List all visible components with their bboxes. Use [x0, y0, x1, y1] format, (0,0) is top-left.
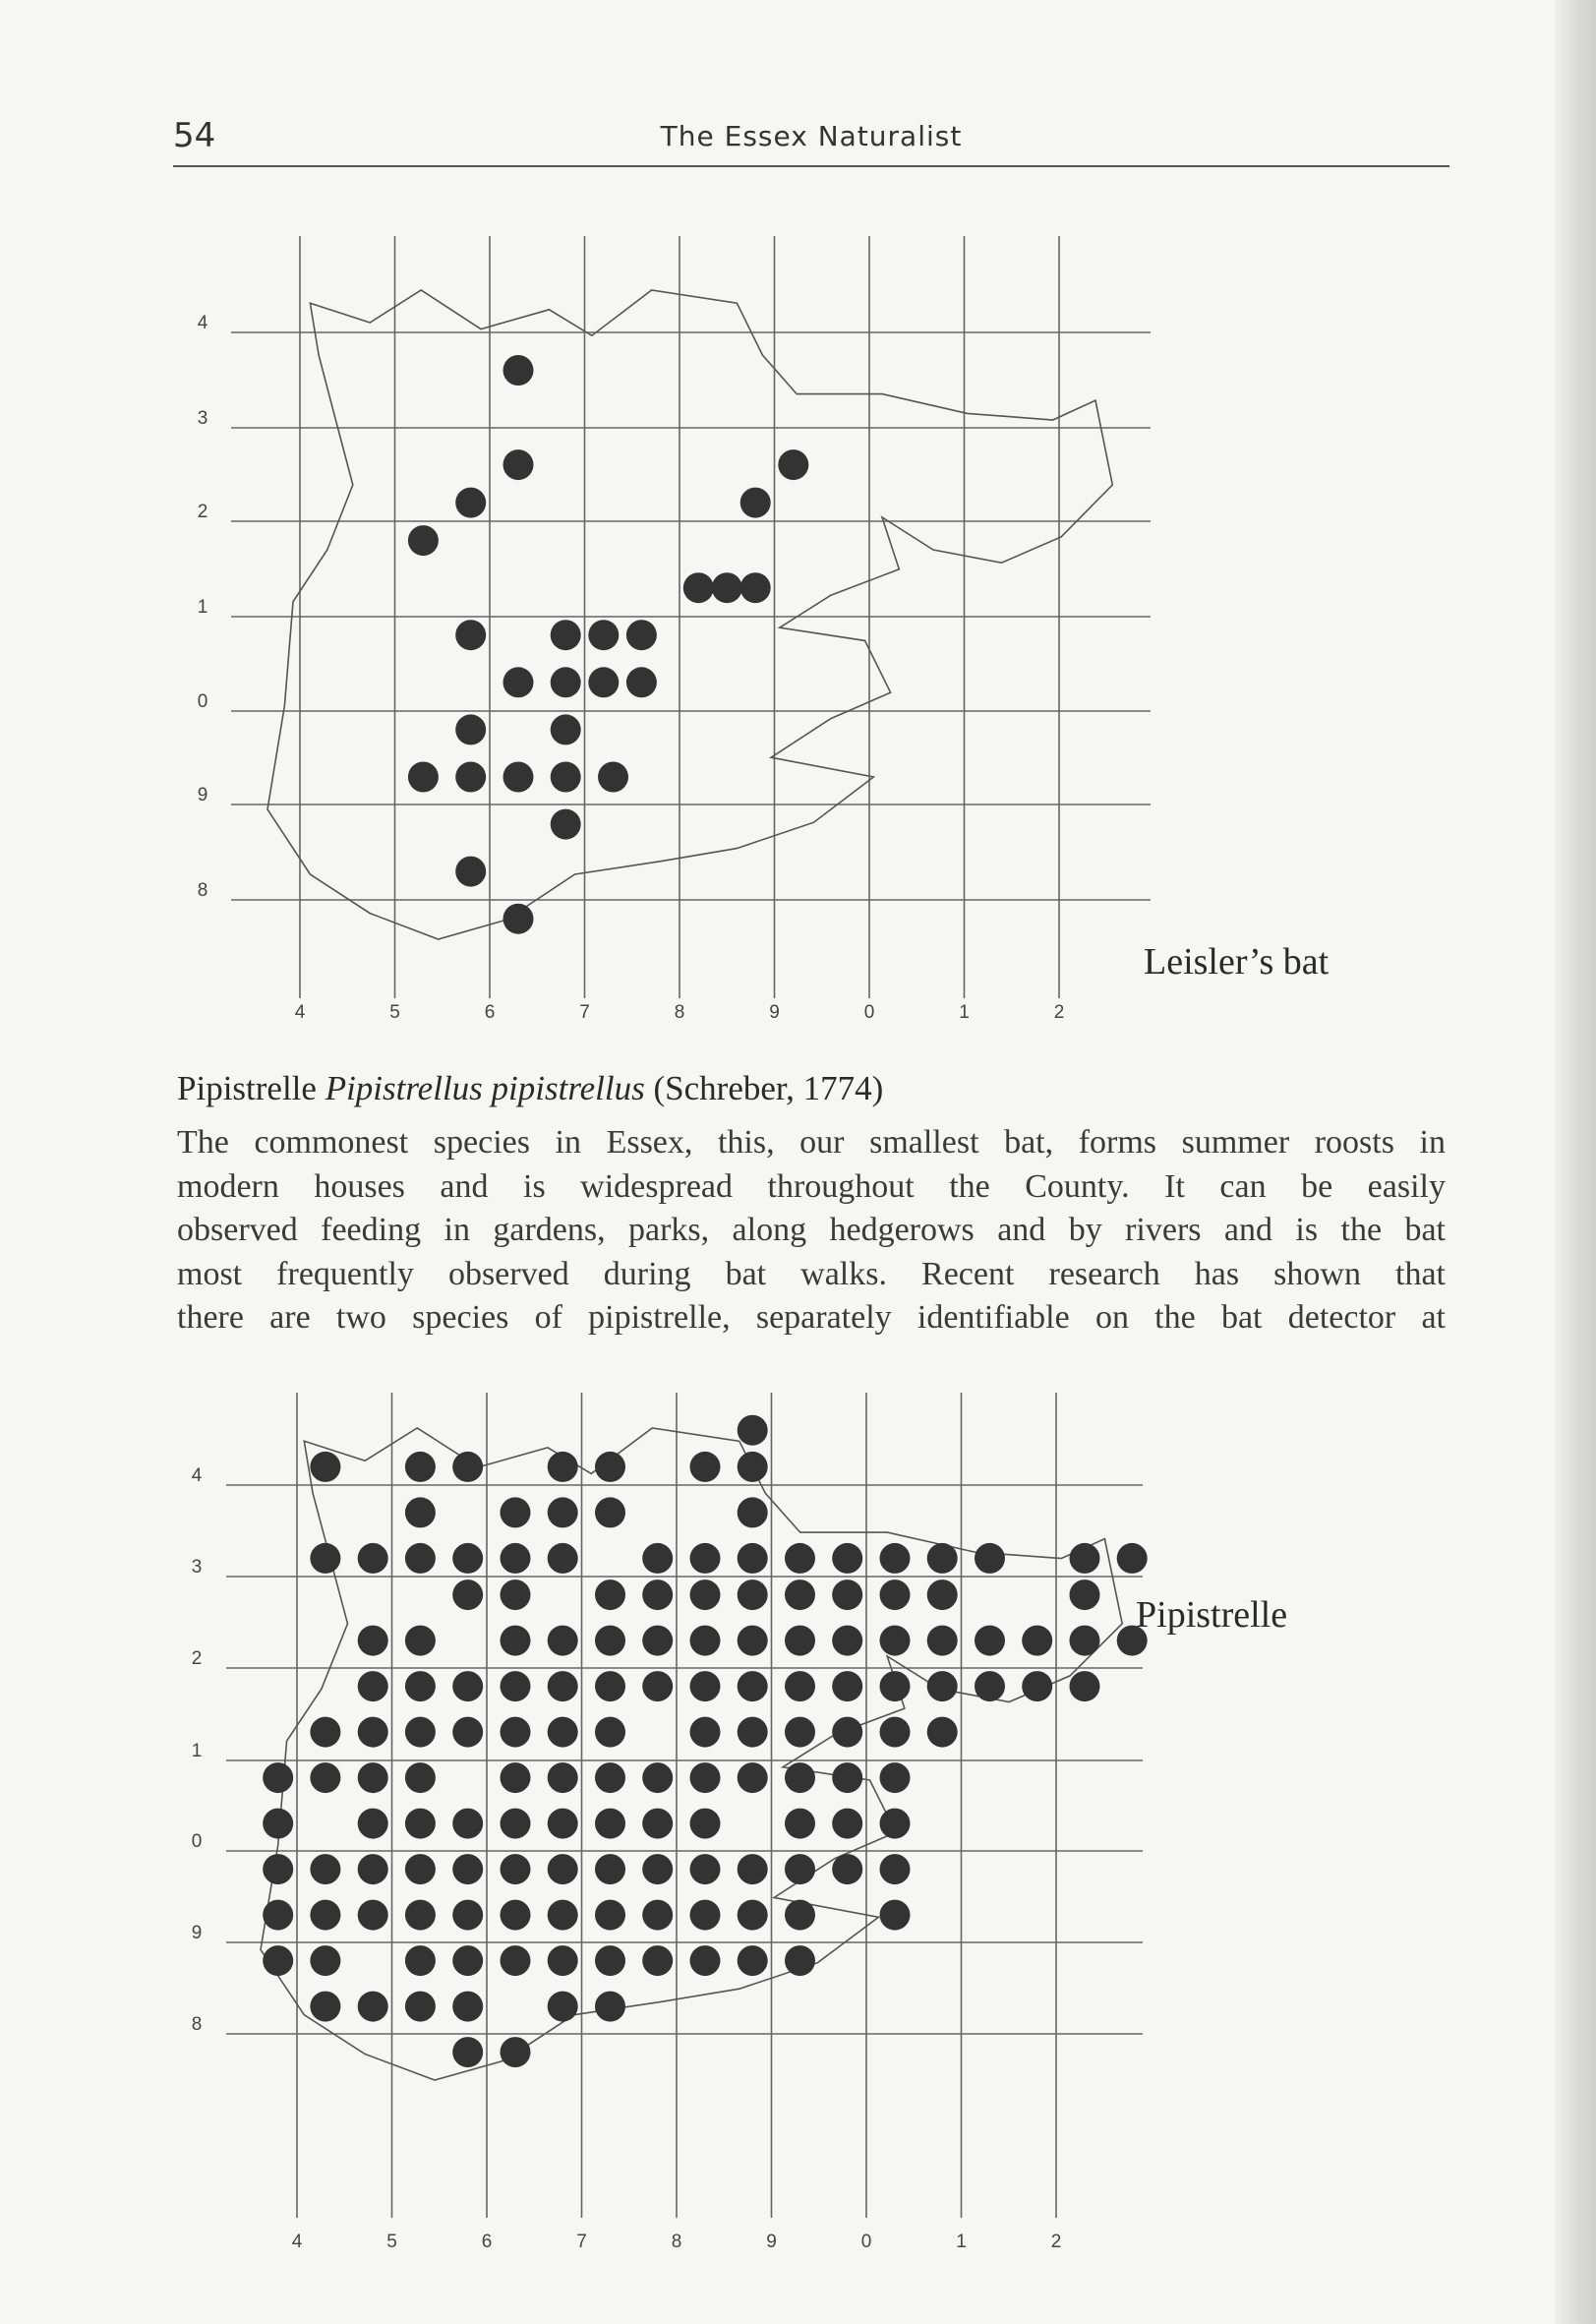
record-dot [263, 1900, 293, 1931]
x-axis-tick-label: 5 [386, 2232, 397, 2252]
record-dot [880, 1579, 911, 1610]
record-dot [408, 762, 439, 793]
record-dot [832, 1626, 862, 1656]
record-dot [1022, 1626, 1052, 1656]
record-dot [358, 1626, 388, 1656]
record-dot [548, 1992, 578, 2022]
record-dot [785, 1543, 815, 1574]
record-dot [738, 1900, 768, 1931]
record-dot [551, 714, 581, 745]
record-dot [598, 762, 628, 793]
species-authority: (Schreber, 1774) [653, 1069, 884, 1107]
county-outline [261, 1428, 1122, 2080]
x-axis-tick-label: 0 [863, 1002, 875, 1023]
y-axis-tick-label: 1 [191, 1741, 203, 1761]
record-dot [310, 1717, 340, 1748]
record-dot [738, 1626, 768, 1656]
record-dot [358, 1671, 388, 1701]
record-dot [548, 1809, 578, 1839]
distribution-map-leislers-bat [0, 0, 1596, 1043]
record-dot [405, 1543, 436, 1574]
record-dot [927, 1626, 958, 1656]
record-dot [501, 1854, 531, 1884]
record-dot [738, 1854, 768, 1884]
record-dot [880, 1543, 911, 1574]
record-dot [595, 1945, 625, 1976]
record-dot [358, 1900, 388, 1931]
record-dot [738, 1717, 768, 1748]
record-dot [690, 1717, 721, 1748]
record-dot [1022, 1671, 1052, 1701]
record-dot [501, 2037, 531, 2067]
body-paragraph [177, 1121, 1446, 1341]
record-dot [595, 1809, 625, 1839]
record-dot [548, 1671, 578, 1701]
page-number: 54 [173, 116, 216, 155]
record-dot [880, 1671, 911, 1701]
map-grid [226, 1393, 1143, 2218]
record-dot [785, 1626, 815, 1656]
record-dot [785, 1900, 815, 1931]
record-dot [626, 667, 657, 697]
record-dot [785, 1717, 815, 1748]
record-dot [785, 1579, 815, 1610]
x-axis-tick-label: 1 [956, 2232, 967, 2252]
record-dot [358, 1717, 388, 1748]
record-dot [358, 1992, 388, 2022]
y-axis-tick-label: 8 [191, 2014, 203, 2035]
record-dot [690, 1626, 721, 1656]
record-dot [405, 1762, 436, 1793]
record-dot [548, 1854, 578, 1884]
record-dot [642, 1945, 673, 1976]
record-dot [548, 1452, 578, 1482]
y-axis-tick-label: 9 [191, 1923, 203, 1943]
y-axis-tick-label: 4 [191, 1465, 203, 1486]
record-dot [408, 525, 439, 556]
record-dot [358, 1762, 388, 1793]
record-dot [595, 1717, 625, 1748]
y-axis-tick-label: 0 [197, 691, 208, 712]
record-dot [452, 1900, 483, 1931]
record-dot [832, 1854, 862, 1884]
record-dot [551, 762, 581, 793]
record-dot [785, 1809, 815, 1839]
record-dot [880, 1809, 911, 1839]
x-axis-tick-label: 9 [769, 1002, 780, 1023]
record-dot [501, 1497, 531, 1527]
record-dot [832, 1717, 862, 1748]
record-dot [405, 1452, 436, 1482]
record-dot [358, 1854, 388, 1884]
body-line: observed feeding in gardens, parks, along hedgerows and by rivers and is the bat [177, 1212, 1446, 1248]
y-axis-tick-label: 2 [197, 502, 208, 522]
record-dot [785, 1762, 815, 1793]
species-scientific-name: Pipistrellus pipistrellus [325, 1069, 645, 1107]
record-dot [501, 1543, 531, 1574]
record-dot [405, 1809, 436, 1839]
record-dot [503, 355, 534, 386]
record-dot [310, 1992, 340, 2022]
x-axis-tick-label: 8 [674, 1002, 685, 1023]
record-dot [880, 1762, 911, 1793]
y-axis-tick-label: 8 [197, 880, 208, 901]
record-dot [455, 762, 486, 793]
record-dot [595, 1854, 625, 1884]
record-dot [738, 1415, 768, 1446]
record-dot [595, 1497, 625, 1527]
record-dot [740, 572, 771, 603]
record-dot [548, 1900, 578, 1931]
record-dot [690, 1945, 721, 1976]
record-dot [738, 1762, 768, 1793]
record-dot [452, 1452, 483, 1482]
record-dot [690, 1671, 721, 1701]
record-dot [501, 1579, 531, 1610]
x-axis-tick-label: 6 [484, 1002, 496, 1023]
record-dot [310, 1452, 340, 1482]
record-dot [975, 1543, 1005, 1574]
record-dot [503, 904, 534, 934]
record-dot [452, 1854, 483, 1884]
record-dot [503, 449, 534, 480]
x-axis-tick-label: 4 [294, 1002, 306, 1023]
record-dot [452, 1717, 483, 1748]
record-dot [927, 1717, 958, 1748]
species-common-name: Pipistrelle [177, 1069, 317, 1107]
record-dot [626, 620, 657, 650]
record-dot [405, 1900, 436, 1931]
record-dot [310, 1854, 340, 1884]
x-axis-tick-label: 5 [389, 1002, 400, 1023]
record-dot [405, 1717, 436, 1748]
record-dot [642, 1579, 673, 1610]
record-dot [501, 1945, 531, 1976]
record-dot [501, 1900, 531, 1931]
record-dot [642, 1854, 673, 1884]
y-axis-tick-label: 3 [197, 408, 208, 429]
record-dot [832, 1671, 862, 1701]
running-title: The Essex Naturalist [660, 120, 963, 152]
record-dot [595, 1762, 625, 1793]
record-dot [595, 1992, 625, 2022]
record-dot [832, 1543, 862, 1574]
y-axis-tick-label: 1 [197, 597, 208, 618]
record-dot [927, 1543, 958, 1574]
record-dot [690, 1854, 721, 1884]
record-dot [712, 572, 742, 603]
record-dot [832, 1762, 862, 1793]
record-dot [690, 1900, 721, 1931]
record-dot [778, 449, 808, 480]
record-dot [1070, 1671, 1100, 1701]
record-dot [263, 1762, 293, 1793]
record-dot [455, 714, 486, 745]
record-dot [405, 1854, 436, 1884]
record-dot [595, 1579, 625, 1610]
record-dot [642, 1809, 673, 1839]
record-dot [785, 1854, 815, 1884]
record-dot [548, 1543, 578, 1574]
record-dot [683, 572, 714, 603]
record-dot [455, 857, 486, 887]
record-dot [738, 1579, 768, 1610]
record-dot [595, 1626, 625, 1656]
record-dot [310, 1945, 340, 1976]
record-dot [263, 1809, 293, 1839]
x-axis-tick-label: 9 [766, 2232, 777, 2252]
record-dot [738, 1452, 768, 1482]
record-dot [548, 1626, 578, 1656]
record-dot [880, 1900, 911, 1931]
record-dot [405, 1497, 436, 1527]
x-axis-tick-label: 7 [576, 2232, 587, 2252]
record-dot [452, 1945, 483, 1976]
body-line: most frequently observed during bat walks. Recent research has shown that [177, 1255, 1446, 1292]
record-dot [551, 809, 581, 840]
map-caption-leislers-bat: Leisler’s bat [1144, 941, 1330, 983]
record-dot [455, 620, 486, 650]
record-dot [832, 1809, 862, 1839]
record-dot [358, 1543, 388, 1574]
record-dot [452, 1671, 483, 1701]
record-dot [975, 1671, 1005, 1701]
x-axis-tick-label: 6 [481, 2232, 493, 2252]
y-axis-tick-label: 2 [191, 1648, 203, 1669]
record-dot [405, 1626, 436, 1656]
map-grid [231, 236, 1151, 998]
record-dot [503, 667, 534, 697]
x-axis-tick-label: 1 [959, 1002, 970, 1023]
record-dot [452, 1543, 483, 1574]
record-dot [738, 1671, 768, 1701]
record-dot [452, 1809, 483, 1839]
x-axis-tick-label: 2 [1053, 1002, 1065, 1023]
species-heading [177, 1069, 883, 1108]
record-dot [405, 1992, 436, 2022]
record-dot [551, 620, 581, 650]
record-dot [690, 1452, 721, 1482]
x-axis-tick-label: 0 [860, 2232, 872, 2252]
record-dot [690, 1543, 721, 1574]
record-dot [551, 667, 581, 697]
record-dot [595, 1452, 625, 1482]
record-dot [642, 1626, 673, 1656]
record-dot [548, 1945, 578, 1976]
record-dot [503, 762, 534, 793]
record-dot [358, 1809, 388, 1839]
record-dot [738, 1497, 768, 1527]
record-dot [642, 1671, 673, 1701]
y-axis-tick-label: 3 [191, 1557, 203, 1578]
x-axis-tick-label: 7 [579, 1002, 590, 1023]
record-dot [880, 1717, 911, 1748]
record-dot [642, 1900, 673, 1931]
record-dot [832, 1579, 862, 1610]
record-dot [263, 1854, 293, 1884]
record-dot [501, 1762, 531, 1793]
record-dot [405, 1945, 436, 1976]
record-dot [785, 1671, 815, 1701]
record-dot [548, 1497, 578, 1527]
record-dot [588, 667, 619, 697]
record-dot [785, 1945, 815, 1976]
record-dot [927, 1671, 958, 1701]
record-dot [310, 1543, 340, 1574]
record-dot [738, 1543, 768, 1574]
record-dot [595, 1900, 625, 1931]
x-axis-tick-label: 2 [1050, 2232, 1062, 2252]
record-dot [455, 488, 486, 518]
record-dot [501, 1717, 531, 1748]
record-dot [1117, 1543, 1148, 1574]
record-dot [880, 1626, 911, 1656]
record-dot [1070, 1543, 1100, 1574]
record-dot [405, 1671, 436, 1701]
map-caption-pipistrelle: Pipistrelle [1136, 1594, 1288, 1636]
record-dot [595, 1671, 625, 1701]
record-dot [501, 1809, 531, 1839]
record-dot [690, 1809, 721, 1839]
record-dot [501, 1626, 531, 1656]
x-axis-tick-label: 8 [671, 2232, 682, 2252]
record-dot [588, 620, 619, 650]
record-dot [452, 1579, 483, 1610]
record-dot [738, 1945, 768, 1976]
record-dot [310, 1900, 340, 1931]
record-dot [642, 1762, 673, 1793]
record-dot [690, 1579, 721, 1610]
record-dot [548, 1762, 578, 1793]
record-dot [548, 1717, 578, 1748]
y-axis-tick-label: 4 [197, 313, 208, 333]
body-line: The commonest species in Essex, this, our smallest bat, forms summer roosts in [177, 1124, 1446, 1161]
record-dot [880, 1854, 911, 1884]
x-axis-tick-label: 4 [291, 2232, 303, 2252]
record-dot [452, 1992, 483, 2022]
y-axis-tick-label: 9 [197, 785, 208, 805]
distribution-map-pipistrelle [0, 1357, 1596, 2282]
record-dot [1070, 1579, 1100, 1610]
body-line: there are two species of pipistrelle, separately identifiable on the bat detector at [177, 1299, 1446, 1336]
record-dot [975, 1626, 1005, 1656]
record-dot [642, 1543, 673, 1574]
record-dot [310, 1762, 340, 1793]
record-dot [927, 1579, 958, 1610]
record-dot [740, 488, 771, 518]
record-dot [690, 1762, 721, 1793]
body-line: modern houses and is widespread throughout the County. It can be easily [177, 1167, 1446, 1205]
y-axis-tick-label: 0 [191, 1831, 203, 1852]
record-dot [1070, 1626, 1100, 1656]
record-dot [452, 2037, 483, 2067]
record-dot [501, 1671, 531, 1701]
record-dot [263, 1945, 293, 1976]
